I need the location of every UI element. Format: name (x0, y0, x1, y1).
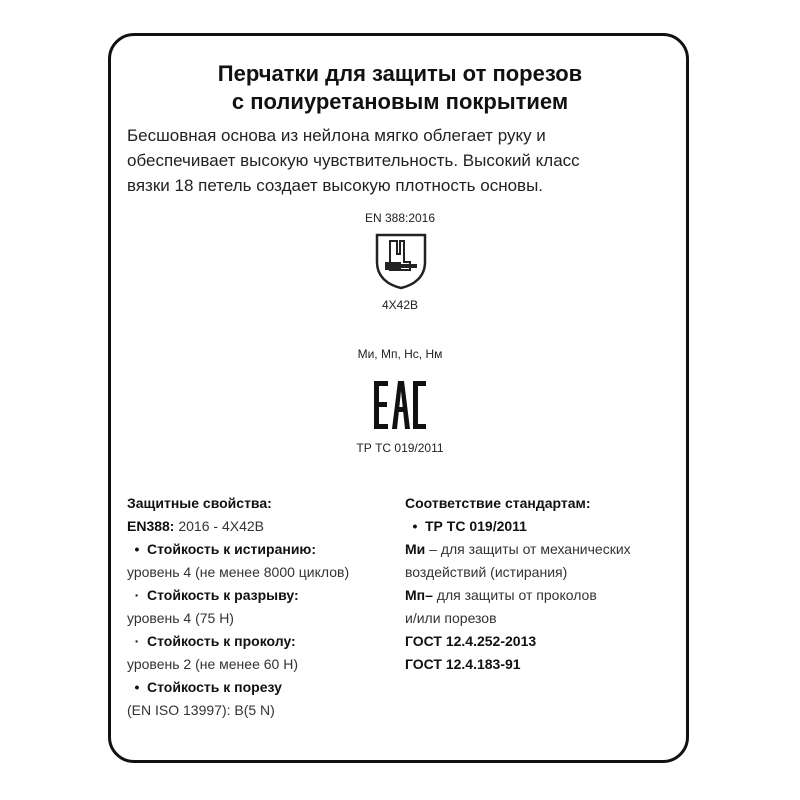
en388-code: 4X42B (381, 298, 419, 312)
mp-text-1: для защиты от проколов (432, 587, 597, 603)
cut-label-row (127, 676, 397, 699)
compliance-regulation-row (405, 515, 685, 538)
en388-summary-value: 2016 - 4X42B (174, 518, 264, 534)
intro-paragraph (127, 123, 647, 198)
mp-label: Мп– (405, 587, 433, 603)
protective-properties (127, 492, 397, 722)
tear-label: Стойкость к разрыву: (147, 587, 299, 603)
mp-text-2: и/или порезов (405, 610, 497, 626)
en388-standard-label: EN 388:2016 (364, 211, 436, 225)
cut-value: (EN ISO 13997): B(5 N) (127, 702, 275, 718)
bullet-icon: • (134, 679, 140, 695)
intro-line-3: вязки 18 петель создает высокую плотность основы. (127, 176, 544, 195)
mi-text-1: – для защиты от механических (425, 541, 631, 557)
intro-line-1: Бесшовная основа из нейлона мягко облегает руку и (127, 126, 546, 145)
en388-summary (127, 515, 397, 538)
protection-categories: Ми, Мп, Нс, Нм (357, 347, 443, 361)
tear-label-row (127, 584, 397, 607)
compliance-heading: Соответствие стандартам: (405, 495, 591, 511)
eac-regulation: ТР ТС 019/2011 (356, 441, 444, 455)
puncture-label-row (127, 630, 397, 653)
compliance-regulation: ТР ТС 019/2011 (425, 518, 527, 534)
bullet-icon: • (134, 541, 140, 557)
mp-row (405, 584, 685, 607)
title-line-2: с полиуретановым покрытием (231, 89, 569, 114)
mi-text-2: воздействий (истирания) (405, 564, 568, 580)
bullet-icon: • (412, 518, 418, 534)
bullet-icon: · (134, 633, 140, 649)
tear-value: уровень 4 (75 Н) (127, 610, 234, 626)
puncture-label: Стойкость к проколу: (147, 633, 296, 649)
abrasion-label: Стойкость к истиранию: (147, 541, 317, 557)
standards-compliance (405, 492, 685, 676)
abrasion-label-row (127, 538, 397, 561)
gost-2: ГОСТ 12.4.183-91 (405, 656, 521, 672)
title-line-1: Перчатки для защиты от порезов (217, 61, 583, 86)
bullet-icon: · (134, 587, 140, 603)
cut-label: Стойкость к порезу (147, 679, 282, 695)
mi-row (405, 538, 685, 561)
eac-mark-icon (372, 379, 428, 431)
protective-heading: Защитные свойства: (127, 495, 272, 511)
gost-1: ГОСТ 12.4.252-2013 (405, 633, 537, 649)
en388-summary-label: EN388: (127, 518, 175, 534)
intro-line-2: обеспечивает высокую чувствительность. Высокий класс (127, 151, 580, 170)
abrasion-value: уровень 4 (не менее 8000 циклов) (127, 564, 350, 580)
glove-hammer-shield-icon (374, 232, 428, 290)
mi-label: Ми (405, 541, 426, 557)
page-title (0, 60, 800, 116)
puncture-value: уровень 2 (не менее 60 Н) (127, 656, 298, 672)
